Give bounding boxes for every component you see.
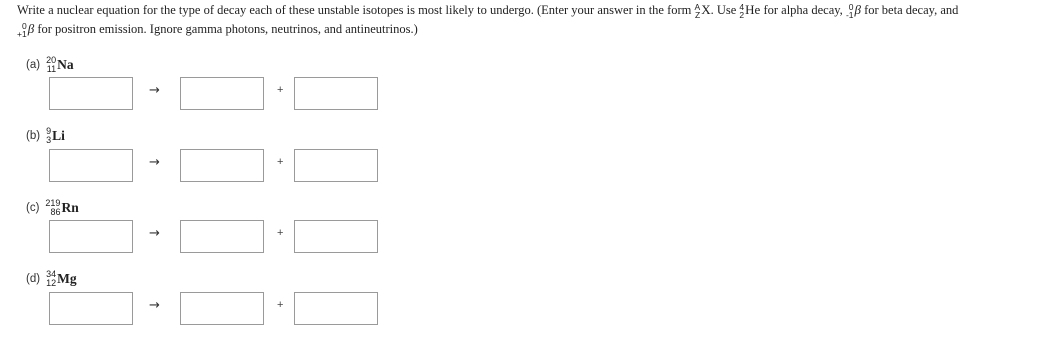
form-symbol: X <box>701 2 711 18</box>
part-c-label: (c) <box>26 201 40 214</box>
part-d-arrow-icon: → <box>149 298 160 313</box>
beta-plus-bottom: +1 <box>17 29 27 40</box>
part-b-answer-3-input[interactable] <box>294 149 378 182</box>
part-d-answer-1-input[interactable] <box>49 292 133 325</box>
instructions-text <box>17 1 1051 39</box>
part-d-symbol: Mg <box>57 270 77 286</box>
part-a-atomic-number: 11 <box>46 63 57 74</box>
part-a-answer-2-input[interactable] <box>180 77 264 110</box>
part-d-header <box>26 270 77 287</box>
part-c-answer-1-input[interactable] <box>49 220 133 253</box>
instructions-text-1: Write a nuclear equation for the type of decay each of these unstable isotopes is most likely to undergo. (Enter your answer in the form <box>17 3 695 17</box>
part-b-arrow-icon: → <box>149 155 160 170</box>
part-c-answer-2-input[interactable] <box>180 220 264 253</box>
part-c-symbol: Rn <box>61 199 79 215</box>
beta-minus-top: 0 <box>848 2 854 13</box>
part-a-label: (a) <box>26 58 41 71</box>
beta-minus-particle <box>846 3 861 19</box>
instructions-text-3: for alpha decay, <box>760 3 846 17</box>
part-a-mass-number: 20 <box>46 55 57 65</box>
beta-minus-bottom: -1 <box>845 10 854 21</box>
part-c-nuclide <box>45 199 78 216</box>
part-a-answer-3-input[interactable] <box>294 77 378 110</box>
part-b-answer-1-input[interactable] <box>49 149 133 182</box>
part-a-answer-1-input[interactable] <box>49 77 133 110</box>
part-b-symbol: Li <box>52 127 65 143</box>
beta-plus-top: 0 <box>21 21 27 32</box>
part-c-atomic-number: 86 <box>50 206 61 217</box>
beta-plus-symbol: β <box>27 21 35 37</box>
alpha-atomic-number: 2 <box>739 10 745 21</box>
part-a-arrow-icon: → <box>149 83 160 98</box>
part-d-plus-sign: + <box>277 299 284 311</box>
part-a-header <box>26 56 74 73</box>
form-atomic-number: Z <box>695 10 701 21</box>
part-b-mass-number: 9 <box>46 126 52 136</box>
part-a-plus-sign: + <box>277 84 284 96</box>
part-c-answer-3-input[interactable] <box>294 220 378 253</box>
part-b-answer-2-input[interactable] <box>180 149 264 182</box>
beta-plus-particle <box>17 22 34 38</box>
instructions-text-4: for beta decay, and <box>860 3 959 17</box>
part-b-plus-sign: + <box>277 156 284 168</box>
part-d-answer-2-input[interactable] <box>180 292 264 325</box>
form-nuclide <box>695 3 711 19</box>
part-b-header <box>26 127 65 144</box>
alpha-symbol: He <box>745 2 761 18</box>
part-b-nuclide <box>46 127 65 144</box>
form-mass-number: A <box>694 2 701 13</box>
part-c-plus-sign: + <box>277 227 284 239</box>
part-d-nuclide <box>46 270 77 287</box>
instructions-text-2: . Use <box>710 3 740 17</box>
alpha-mass-number: 4 <box>739 2 745 13</box>
part-b-label: (b) <box>26 129 41 142</box>
instructions-text-5: for positron emission. Ignore gamma photons, neutrinos, and antineutrinos.) <box>34 22 418 36</box>
alpha-nuclide <box>739 3 760 19</box>
part-a-symbol: Na <box>57 56 74 72</box>
part-d-mass-number: 34 <box>46 269 57 279</box>
part-c-header <box>26 199 79 216</box>
part-a-nuclide <box>46 56 74 73</box>
part-d-atomic-number: 12 <box>46 277 57 288</box>
part-c-mass-number: 219 <box>45 198 61 208</box>
part-c-arrow-icon: → <box>149 226 160 241</box>
part-d-label: (d) <box>26 272 41 285</box>
part-b-atomic-number: 3 <box>46 134 52 145</box>
beta-minus-symbol: β <box>854 2 861 18</box>
part-d-answer-3-input[interactable] <box>294 292 378 325</box>
